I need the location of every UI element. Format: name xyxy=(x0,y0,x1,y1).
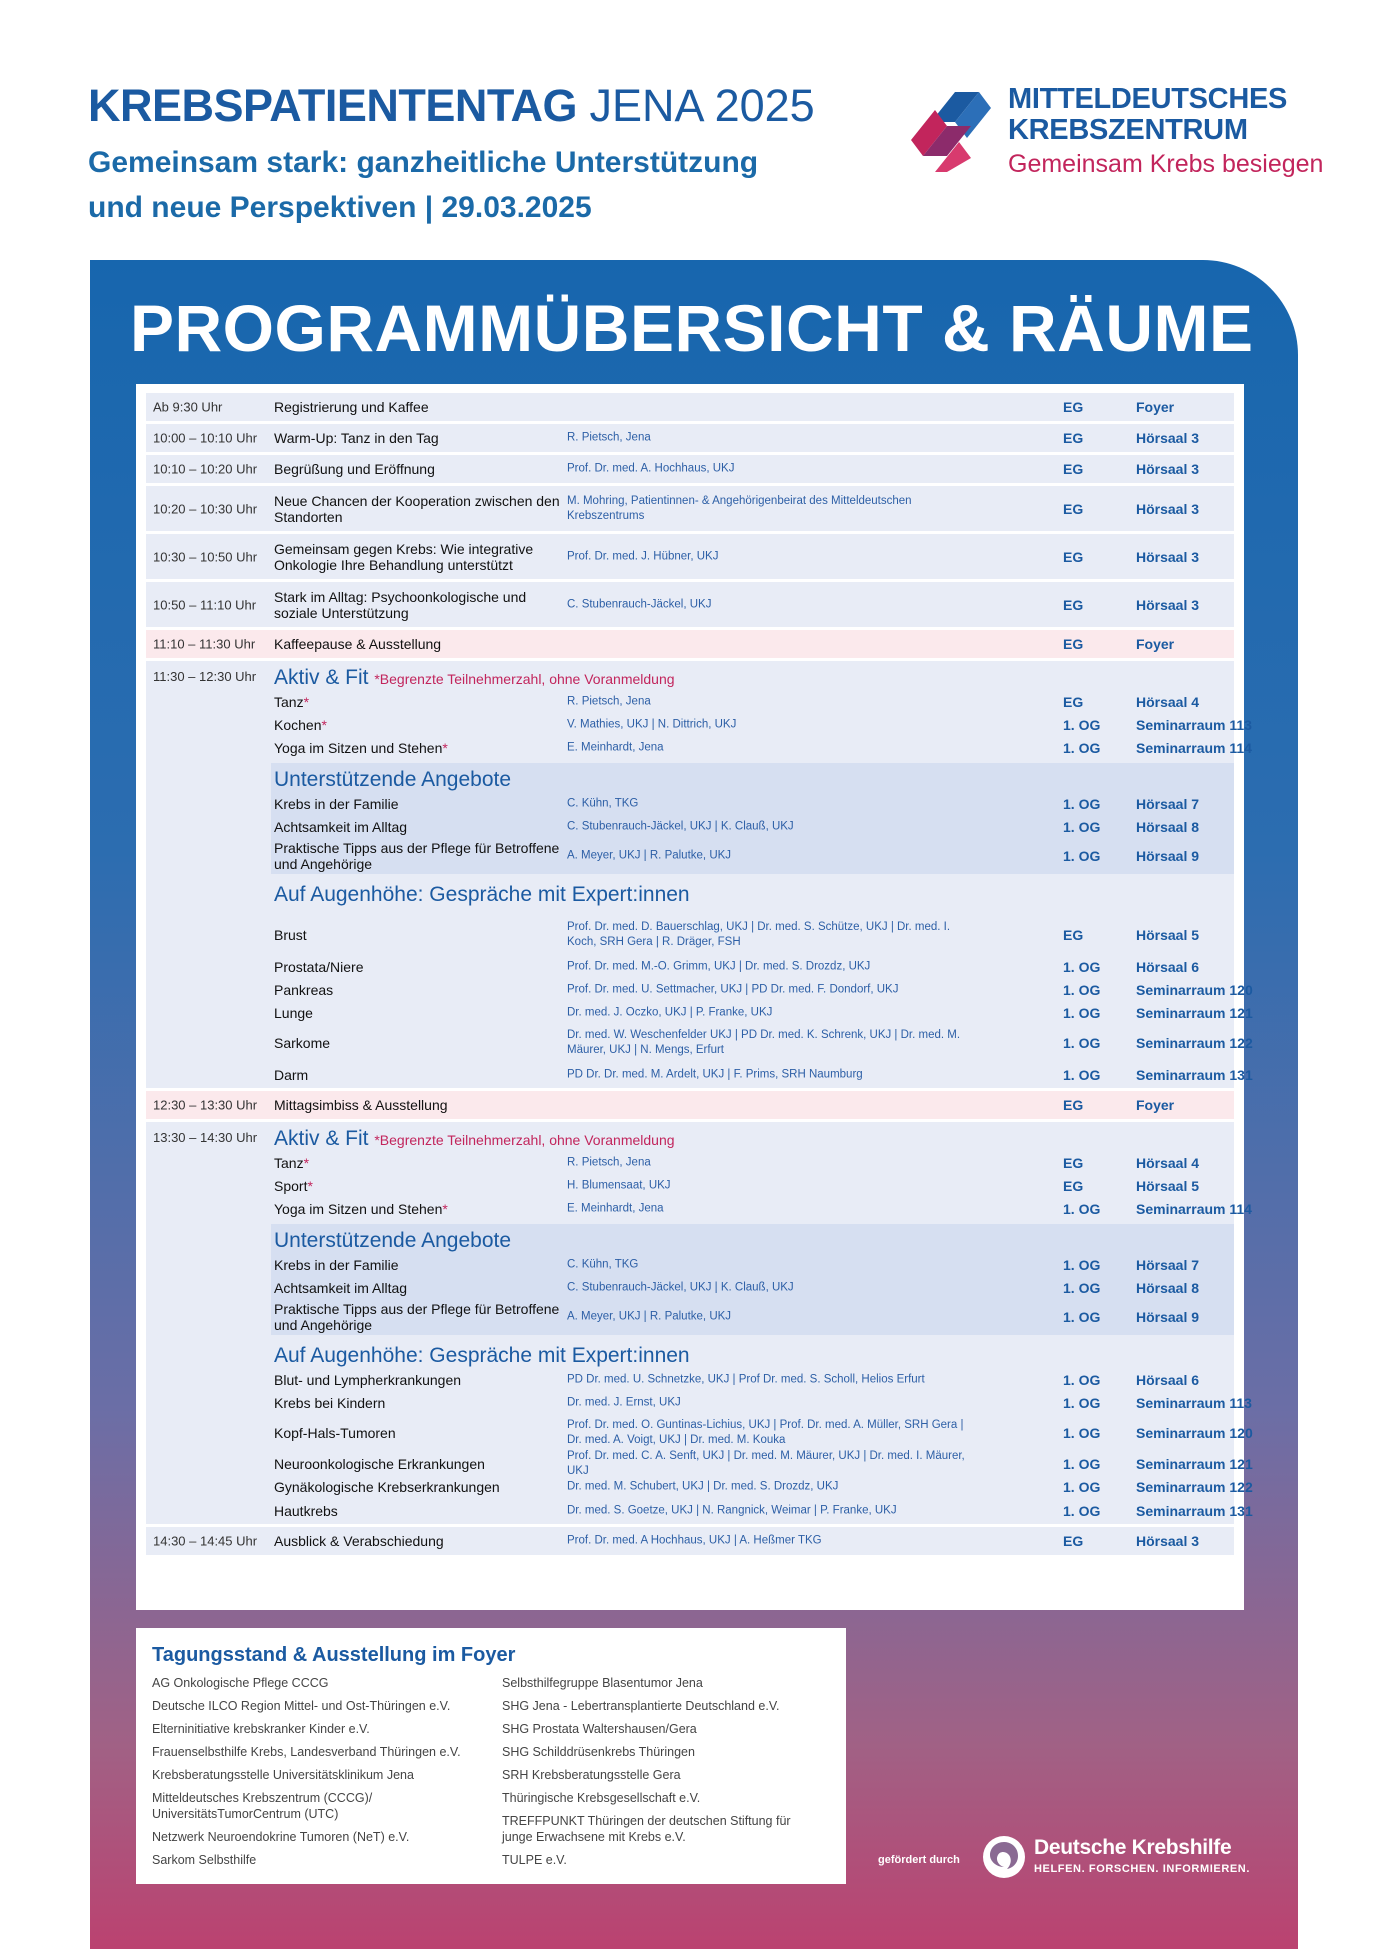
list-item: SHG Schilddrüsenkrebs Thüringen xyxy=(502,1745,695,1759)
item-activity: Krebs in der Familie xyxy=(274,1256,399,1273)
row-room: Hörsaal 3 xyxy=(1136,461,1200,477)
item-activity: Blut- und Lympherkrankungen xyxy=(274,1371,462,1388)
item-room: Seminarraum 120 xyxy=(1136,1425,1253,1441)
block-time: 11:30 – 12:30 Uhr xyxy=(153,669,257,684)
row-floor: EG xyxy=(1063,1097,1084,1113)
item-floor: EG xyxy=(1063,927,1084,943)
item-speaker: Prof. Dr. med. O. Guntinas-Lichius, UKJ | Prof. Dr. med. A. Müller, SRH Gera | Dr. med. A. Voigt, UKJ | Dr. med. M. Kouka xyxy=(567,1419,964,1446)
list-item xyxy=(146,955,1234,978)
item-room: Hörsaal 8 xyxy=(1136,818,1200,835)
list-item xyxy=(146,1174,1234,1197)
logo-line-2: KREBSZENTRUM xyxy=(1008,114,1248,146)
event-title xyxy=(88,78,888,134)
item-floor: 1. OG xyxy=(1063,818,1101,835)
item-speaker: A. Meyer, UKJ | R. Palutke, UKJ xyxy=(567,1310,732,1323)
item-room: Hörsaal 9 xyxy=(1136,1309,1200,1325)
row-activity: Begrüßung und Eröffnung xyxy=(274,461,435,477)
session-block-2 xyxy=(146,1122,1253,1524)
row-floor: EG xyxy=(1063,500,1084,517)
row-room: Foyer xyxy=(1136,399,1175,415)
support-group xyxy=(271,763,1234,874)
group-title: Unterstützende Angebote xyxy=(274,768,512,791)
item-room: Seminarraum 120 xyxy=(1136,981,1253,998)
item-activity: Yoga im Sitzen und Stehen* xyxy=(274,1200,448,1217)
list-item: Thüringische Krebsgesellschaft e.V. xyxy=(502,1791,701,1805)
item-activity: Achtsamkeit im Alltag xyxy=(274,1279,408,1296)
item-activity: Sarkome xyxy=(274,1035,331,1051)
item-room: Hörsaal 6 xyxy=(1136,958,1200,975)
item-speaker: C. Stubenrauch-Jäckel, UKJ | K. Clauß, UKJ xyxy=(567,1281,794,1293)
row-speaker: R. Pietsch, Jena xyxy=(567,431,651,444)
block-time: 13:30 – 14:30 Uhr xyxy=(153,1130,258,1145)
list-item xyxy=(271,1253,1234,1276)
group-note: *Begrenzte Teilnehmerzahl, ohne Voranmeldung xyxy=(374,671,675,687)
sponsor-logo xyxy=(878,1830,1251,1890)
item-speaker: R. Pietsch, Jena xyxy=(567,1156,651,1168)
item-activity: Tanz* xyxy=(274,1154,310,1171)
row-time: 10:00 – 10:10 Uhr xyxy=(153,430,258,446)
item-speaker: Dr. med. J. Ernst, UKJ xyxy=(567,1396,681,1408)
item-floor: 1. OG xyxy=(1063,795,1101,812)
list-item xyxy=(146,736,1252,759)
list-item: Frauenselbsthilfe Krebs, Landesverband Thüringen e.V. xyxy=(152,1745,461,1759)
item-room: Hörsaal 5 xyxy=(1136,1177,1200,1194)
row-speaker: M. Mohring, Patientinnen- & Angehörigenbeirat des Mitteldeutschen Krebszentrums xyxy=(567,494,912,522)
item-activity: Brust xyxy=(274,927,307,943)
item-room: Seminarraum 113 xyxy=(1136,716,1252,733)
item-activity: Prostata/Niere xyxy=(274,958,364,975)
item-activity: Hautkrebs xyxy=(274,1503,338,1519)
row-room: Hörsaal 3 xyxy=(1136,548,1200,565)
item-floor: 1. OG xyxy=(1063,1200,1101,1217)
list-item: SHG Jena - Lebertransplantierte Deutschland e.V. xyxy=(502,1699,780,1713)
item-floor: 1. OG xyxy=(1063,1478,1101,1495)
item-speaker: A. Meyer, UKJ | R. Palutke, UKJ xyxy=(567,849,732,862)
row-time: 12:30 – 13:30 Uhr xyxy=(153,1097,258,1113)
group-title: Auf Augenhöhe: Gespräche mit Expert:innen xyxy=(274,1344,690,1367)
row-time: 11:10 – 11:30 Uhr xyxy=(153,636,256,652)
list-item: TREFFPUNKT Thüringen der deutschen Stiftung für junge Erwachsene mit Krebs e.V. xyxy=(502,1814,791,1844)
row-activity: Registrierung und Kaffee xyxy=(274,399,429,415)
item-floor: 1. OG xyxy=(1063,739,1101,756)
table-row xyxy=(146,486,1234,531)
item-floor: 1. OG xyxy=(1063,958,1101,975)
item-floor: 1. OG xyxy=(1063,1035,1101,1051)
item-speaker: E. Meinhardt, Jena xyxy=(567,741,664,753)
item-floor: 1. OG xyxy=(1063,716,1101,733)
item-room: Seminarraum 131 xyxy=(1136,1067,1253,1083)
item-speaker: E. Meinhardt, Jena xyxy=(567,1202,664,1214)
item-activity: Sport* xyxy=(274,1177,313,1194)
support-group xyxy=(271,1224,1234,1335)
row-speaker: Prof. Dr. med. A. Hochhaus, UKJ xyxy=(567,462,735,475)
list-item xyxy=(146,1001,1253,1024)
table-row xyxy=(146,455,1234,483)
row-floor: EG xyxy=(1063,399,1084,415)
list-item xyxy=(146,713,1252,736)
list-item xyxy=(146,1024,1253,1062)
item-room: Hörsaal 4 xyxy=(1136,1154,1200,1171)
table-row xyxy=(146,393,1234,421)
item-floor: EG xyxy=(1063,1154,1084,1171)
list-item xyxy=(271,1299,1234,1335)
krebshilfe-icon xyxy=(981,1834,1027,1880)
item-activity: Pankreas xyxy=(274,981,334,998)
table-row xyxy=(146,1091,1234,1119)
item-room: Seminarraum 131 xyxy=(1136,1503,1253,1519)
item-room: Hörsaal 4 xyxy=(1136,693,1200,710)
event-title-light: JENA 2025 xyxy=(589,80,815,131)
list-item: SHG Prostata Waltershausen/Gera xyxy=(502,1722,697,1736)
list-item: SRH Krebsberatungsstelle Gera xyxy=(502,1768,681,1782)
item-floor: EG xyxy=(1063,1177,1084,1194)
item-activity: Neuroonkologische Erkrankungen xyxy=(274,1455,485,1472)
item-room: Seminarraum 121 xyxy=(1136,1004,1253,1021)
sponsor-label: gefördert durch xyxy=(878,1854,960,1866)
item-activity: Kochen* xyxy=(274,716,327,733)
group-title: Auf Augenhöhe: Gespräche mit Expert:innen xyxy=(274,883,690,906)
row-room: Hörsaal 3 xyxy=(1136,430,1200,446)
item-room: Seminarraum 121 xyxy=(1136,1455,1253,1472)
table-row xyxy=(146,630,1234,658)
row-floor: EG xyxy=(1063,1533,1084,1549)
row-activity: Stark im Alltag: Psychoonkologische und soziale Unterstützung xyxy=(274,588,527,621)
item-floor: 1. OG xyxy=(1063,1455,1101,1472)
item-room: Hörsaal 6 xyxy=(1136,1371,1200,1388)
row-speaker: Prof. Dr. med. J. Hübner, UKJ xyxy=(567,550,719,562)
row-speaker: C. Stubenrauch-Jäckel, UKJ xyxy=(567,598,712,610)
list-item xyxy=(146,1062,1253,1088)
item-speaker: Dr. med. J. Oczko, UKJ | P. Franke, UKJ xyxy=(567,1006,773,1018)
logo-tagline: Gemeinsam Krebs besiegen xyxy=(1008,150,1324,178)
list-item: Deutsche ILCO Region Mittel- und Ost-Thüringen e.V. xyxy=(152,1699,451,1713)
list-item xyxy=(271,815,1234,838)
row-floor: EG xyxy=(1063,548,1084,565)
list-item: Mitteldeutsches Krebszentrum (CCCG)/ UniversitätsTumorCentrum (UTC) xyxy=(152,1791,373,1821)
row-activity: Mittagsimbiss & Ausstellung xyxy=(274,1097,448,1113)
panel-title: PROGRAMMÜBERSICHT & RÄUME xyxy=(130,291,1254,365)
list-item xyxy=(271,838,1234,874)
item-room: Seminarraum 114 xyxy=(1136,1200,1252,1217)
exhibitors-title: Tagungsstand & Ausstellung im Foyer xyxy=(152,1644,516,1666)
group-heading-expert xyxy=(146,878,1234,907)
item-activity: Tanz* xyxy=(274,693,310,710)
row-activity: Neue Chancen der Kooperation zwischen den Standorten xyxy=(274,492,560,525)
row-time: 10:50 – 11:10 Uhr xyxy=(153,597,257,612)
list-item: Netzwerk Neuroendokrine Tumoren (NeT) e.V. xyxy=(152,1829,410,1844)
item-room: Seminarraum 122 xyxy=(1136,1478,1253,1495)
list-item: TULPE e.V. xyxy=(502,1852,567,1867)
row-time: 14:30 – 14:45 Uhr xyxy=(153,1533,258,1549)
item-floor: 1. OG xyxy=(1063,1279,1101,1296)
table-row xyxy=(146,424,1234,452)
item-floor: 1. OG xyxy=(1063,1004,1101,1021)
exhibitors-right xyxy=(502,1676,822,1876)
item-activity: Kopf-Hals-Tumoren xyxy=(274,1425,396,1441)
row-time: 10:20 – 10:30 Uhr xyxy=(153,501,258,516)
list-item xyxy=(146,978,1253,1001)
list-item xyxy=(146,690,1234,713)
row-activity: Gemeinsam gegen Krebs: Wie integrative Onkologie Ihre Behandlung unterstützt xyxy=(274,540,534,573)
row-time: 10:10 – 10:20 Uhr xyxy=(153,461,258,477)
list-item xyxy=(146,1414,1253,1452)
group-title: Aktiv & Fit xyxy=(274,1127,369,1150)
item-room: Hörsaal 8 xyxy=(1136,1279,1200,1296)
item-speaker: PD Dr. Dr. med. M. Ardelt, UKJ | F. Prims, SRH Naumburg xyxy=(567,1068,863,1081)
item-speaker: Prof. Dr. med. U. Settmacher, UKJ | PD Dr. med. F. Dondorf, UKJ xyxy=(567,983,899,995)
row-time: Ab 9:30 Uhr xyxy=(153,399,223,415)
item-room: Seminarraum 114 xyxy=(1136,739,1252,756)
table-row xyxy=(146,1527,1234,1555)
item-floor: EG xyxy=(1063,693,1084,710)
item-floor: 1. OG xyxy=(1063,1503,1101,1519)
item-floor: 1. OG xyxy=(1063,1256,1101,1273)
item-speaker: C. Kühn, TKG xyxy=(567,1258,639,1270)
table-row xyxy=(146,534,1234,579)
row-time: 10:30 – 10:50 Uhr xyxy=(153,549,258,564)
item-floor: 1. OG xyxy=(1063,981,1101,998)
item-activity: Praktische Tipps aus der Pflege für Betroffene und Angehörige xyxy=(274,840,560,872)
item-activity: Praktische Tipps aus der Pflege für Betroffene und Angehörige xyxy=(274,1301,560,1333)
list-item: Elterninitiative krebskranker Kinder e.V. xyxy=(152,1722,370,1736)
item-floor: 1. OG xyxy=(1063,1425,1101,1441)
list-item xyxy=(146,1449,1253,1477)
group-heading-support xyxy=(271,1224,1234,1253)
list-item xyxy=(146,1475,1253,1498)
row-speaker: Prof. Dr. med. A Hochhaus, UKJ | A. Heßmer TKG xyxy=(567,1534,822,1547)
list-item xyxy=(146,1151,1234,1174)
logo-line-1: MITTELDEUTSCHES xyxy=(1008,83,1288,115)
subtitle-line-1: Gemeinsam stark: ganzheitliche Unterstützung xyxy=(88,146,759,179)
item-speaker: R. Pietsch, Jena xyxy=(567,695,651,707)
item-speaker: C. Stubenrauch-Jäckel, UKJ | K. Clauß, UKJ xyxy=(567,820,794,832)
group-heading-aktiv xyxy=(146,661,1234,690)
item-speaker: Prof. Dr. med. M.-O. Grimm, UKJ | Dr. med. S. Drozdz, UKJ xyxy=(567,960,871,972)
item-speaker: H. Blumensaat, UKJ xyxy=(567,1179,671,1191)
subtitle-line-2: und neue Perspektiven | 29.03.2025 xyxy=(88,191,592,224)
row-floor: EG xyxy=(1063,596,1084,613)
item-speaker: Prof. Dr. med. C. A. Senft, UKJ | Dr. med. M. Mäurer, UKJ | Dr. med. I. Mäurer, UKJ xyxy=(567,1449,965,1477)
group-heading-expert xyxy=(146,1339,1234,1368)
item-speaker: Dr. med. S. Goetze, UKJ | N. Rangnick, Weimar | P. Franke, UKJ xyxy=(567,1504,897,1517)
row-room: Hörsaal 3 xyxy=(1136,1533,1200,1549)
item-speaker: PD Dr. med. U. Schnetzke, UKJ | Prof Dr. med. S. Scholl, Helios Erfurt xyxy=(567,1373,925,1385)
list-item xyxy=(146,915,1234,955)
list-item: Selbsthilfegruppe Blasentumor Jena xyxy=(502,1676,703,1690)
item-activity: Krebs bei Kindern xyxy=(274,1394,386,1411)
item-activity: Krebs in der Familie xyxy=(274,795,399,812)
row-activity: Kaffeepause & Ausstellung xyxy=(274,636,442,652)
group-title: Unterstützende Angebote xyxy=(274,1229,512,1252)
program-table xyxy=(136,384,1253,1610)
table-row xyxy=(146,582,1234,627)
group-note: *Begrenzte Teilnehmerzahl, ohne Voranmeldung xyxy=(374,1132,675,1148)
row-activity: Ausblick & Verabschiedung xyxy=(274,1533,444,1549)
item-room: Seminarraum 113 xyxy=(1136,1394,1252,1411)
list-item xyxy=(271,1276,1234,1299)
mdkz-logo-icon xyxy=(905,86,997,178)
item-room: Hörsaal 7 xyxy=(1136,1256,1200,1273)
row-activity: Warm-Up: Tanz in den Tag xyxy=(274,430,439,446)
session-block-1 xyxy=(146,661,1253,1088)
row-room: Foyer xyxy=(1136,636,1175,652)
exhibitors-left xyxy=(152,1676,472,1876)
item-room: Hörsaal 5 xyxy=(1136,927,1200,943)
item-speaker: Dr. med. M. Schubert, UKJ | Dr. med. S. Drozdz, UKJ xyxy=(567,1480,839,1492)
group-heading-support xyxy=(271,763,1234,792)
item-speaker: Prof. Dr. med. D. Bauerschlag, UKJ | Dr. med. S. Schütze, UKJ | Dr. med. I. Koch, SRH Gera | R. Dräger, FSH xyxy=(567,921,951,948)
row-room: Hörsaal 3 xyxy=(1136,596,1200,613)
list-item xyxy=(146,1498,1253,1524)
row-room: Foyer xyxy=(1136,1097,1175,1113)
item-floor: 1. OG xyxy=(1063,848,1101,864)
mdkz-logo xyxy=(905,82,1324,182)
item-activity: Lunge xyxy=(274,1004,313,1021)
item-floor: 1. OG xyxy=(1063,1309,1101,1325)
item-activity: Darm xyxy=(274,1067,309,1083)
mdkz-logo-text xyxy=(1008,84,1323,181)
event-subtitle xyxy=(88,140,888,230)
list-item xyxy=(146,1197,1252,1220)
sponsor-tagline: HELFEN. FORSCHEN. INFORMIEREN. xyxy=(1034,1863,1251,1875)
list-item xyxy=(146,1391,1252,1414)
group-heading-aktiv xyxy=(146,1122,1234,1151)
exhibitors-box xyxy=(136,1628,846,1884)
item-floor: 1. OG xyxy=(1063,1067,1101,1083)
item-activity: Achtsamkeit im Alltag xyxy=(274,818,408,835)
row-floor: EG xyxy=(1063,430,1084,446)
item-floor: 1. OG xyxy=(1063,1394,1101,1411)
item-activity: Yoga im Sitzen und Stehen* xyxy=(274,739,448,756)
list-item xyxy=(271,792,1234,815)
item-floor: 1. OG xyxy=(1063,1371,1101,1388)
event-title-bold: KREBSPATIENTENTAG xyxy=(88,80,578,131)
list-item: AG Onkologische Pflege CCCG xyxy=(152,1676,329,1690)
list-item: Sarkom Selbsthilfe xyxy=(152,1852,257,1867)
item-speaker: V. Mathies, UKJ | N. Dittrich, UKJ xyxy=(567,718,737,730)
item-speaker: C. Kühn, TKG xyxy=(567,797,639,809)
page-header xyxy=(88,78,888,230)
program-panel xyxy=(90,260,1298,1949)
list-item: Krebsberatungsstelle Universitätsklinikum Jena xyxy=(152,1768,414,1782)
item-activity: Gynäkologische Krebserkrankungen xyxy=(274,1478,500,1495)
group-title: Aktiv & Fit xyxy=(274,666,369,689)
row-room: Hörsaal 3 xyxy=(1136,500,1200,517)
row-floor: EG xyxy=(1063,461,1084,477)
row-floor: EG xyxy=(1063,636,1084,652)
item-speaker: Dr. med. W. Weschenfelder UKJ | PD Dr. med. K. Schrenk, UKJ | Dr. med. M. Mäurer, UKJ | N. Mengs, Erfurt xyxy=(567,1029,961,1056)
item-room: Seminarraum 122 xyxy=(1136,1035,1253,1051)
item-room: Hörsaal 7 xyxy=(1136,795,1200,812)
item-room: Hörsaal 9 xyxy=(1136,848,1200,864)
sponsor-name: Deutsche Krebshilfe xyxy=(1034,1836,1232,1859)
list-item xyxy=(146,1368,1234,1391)
